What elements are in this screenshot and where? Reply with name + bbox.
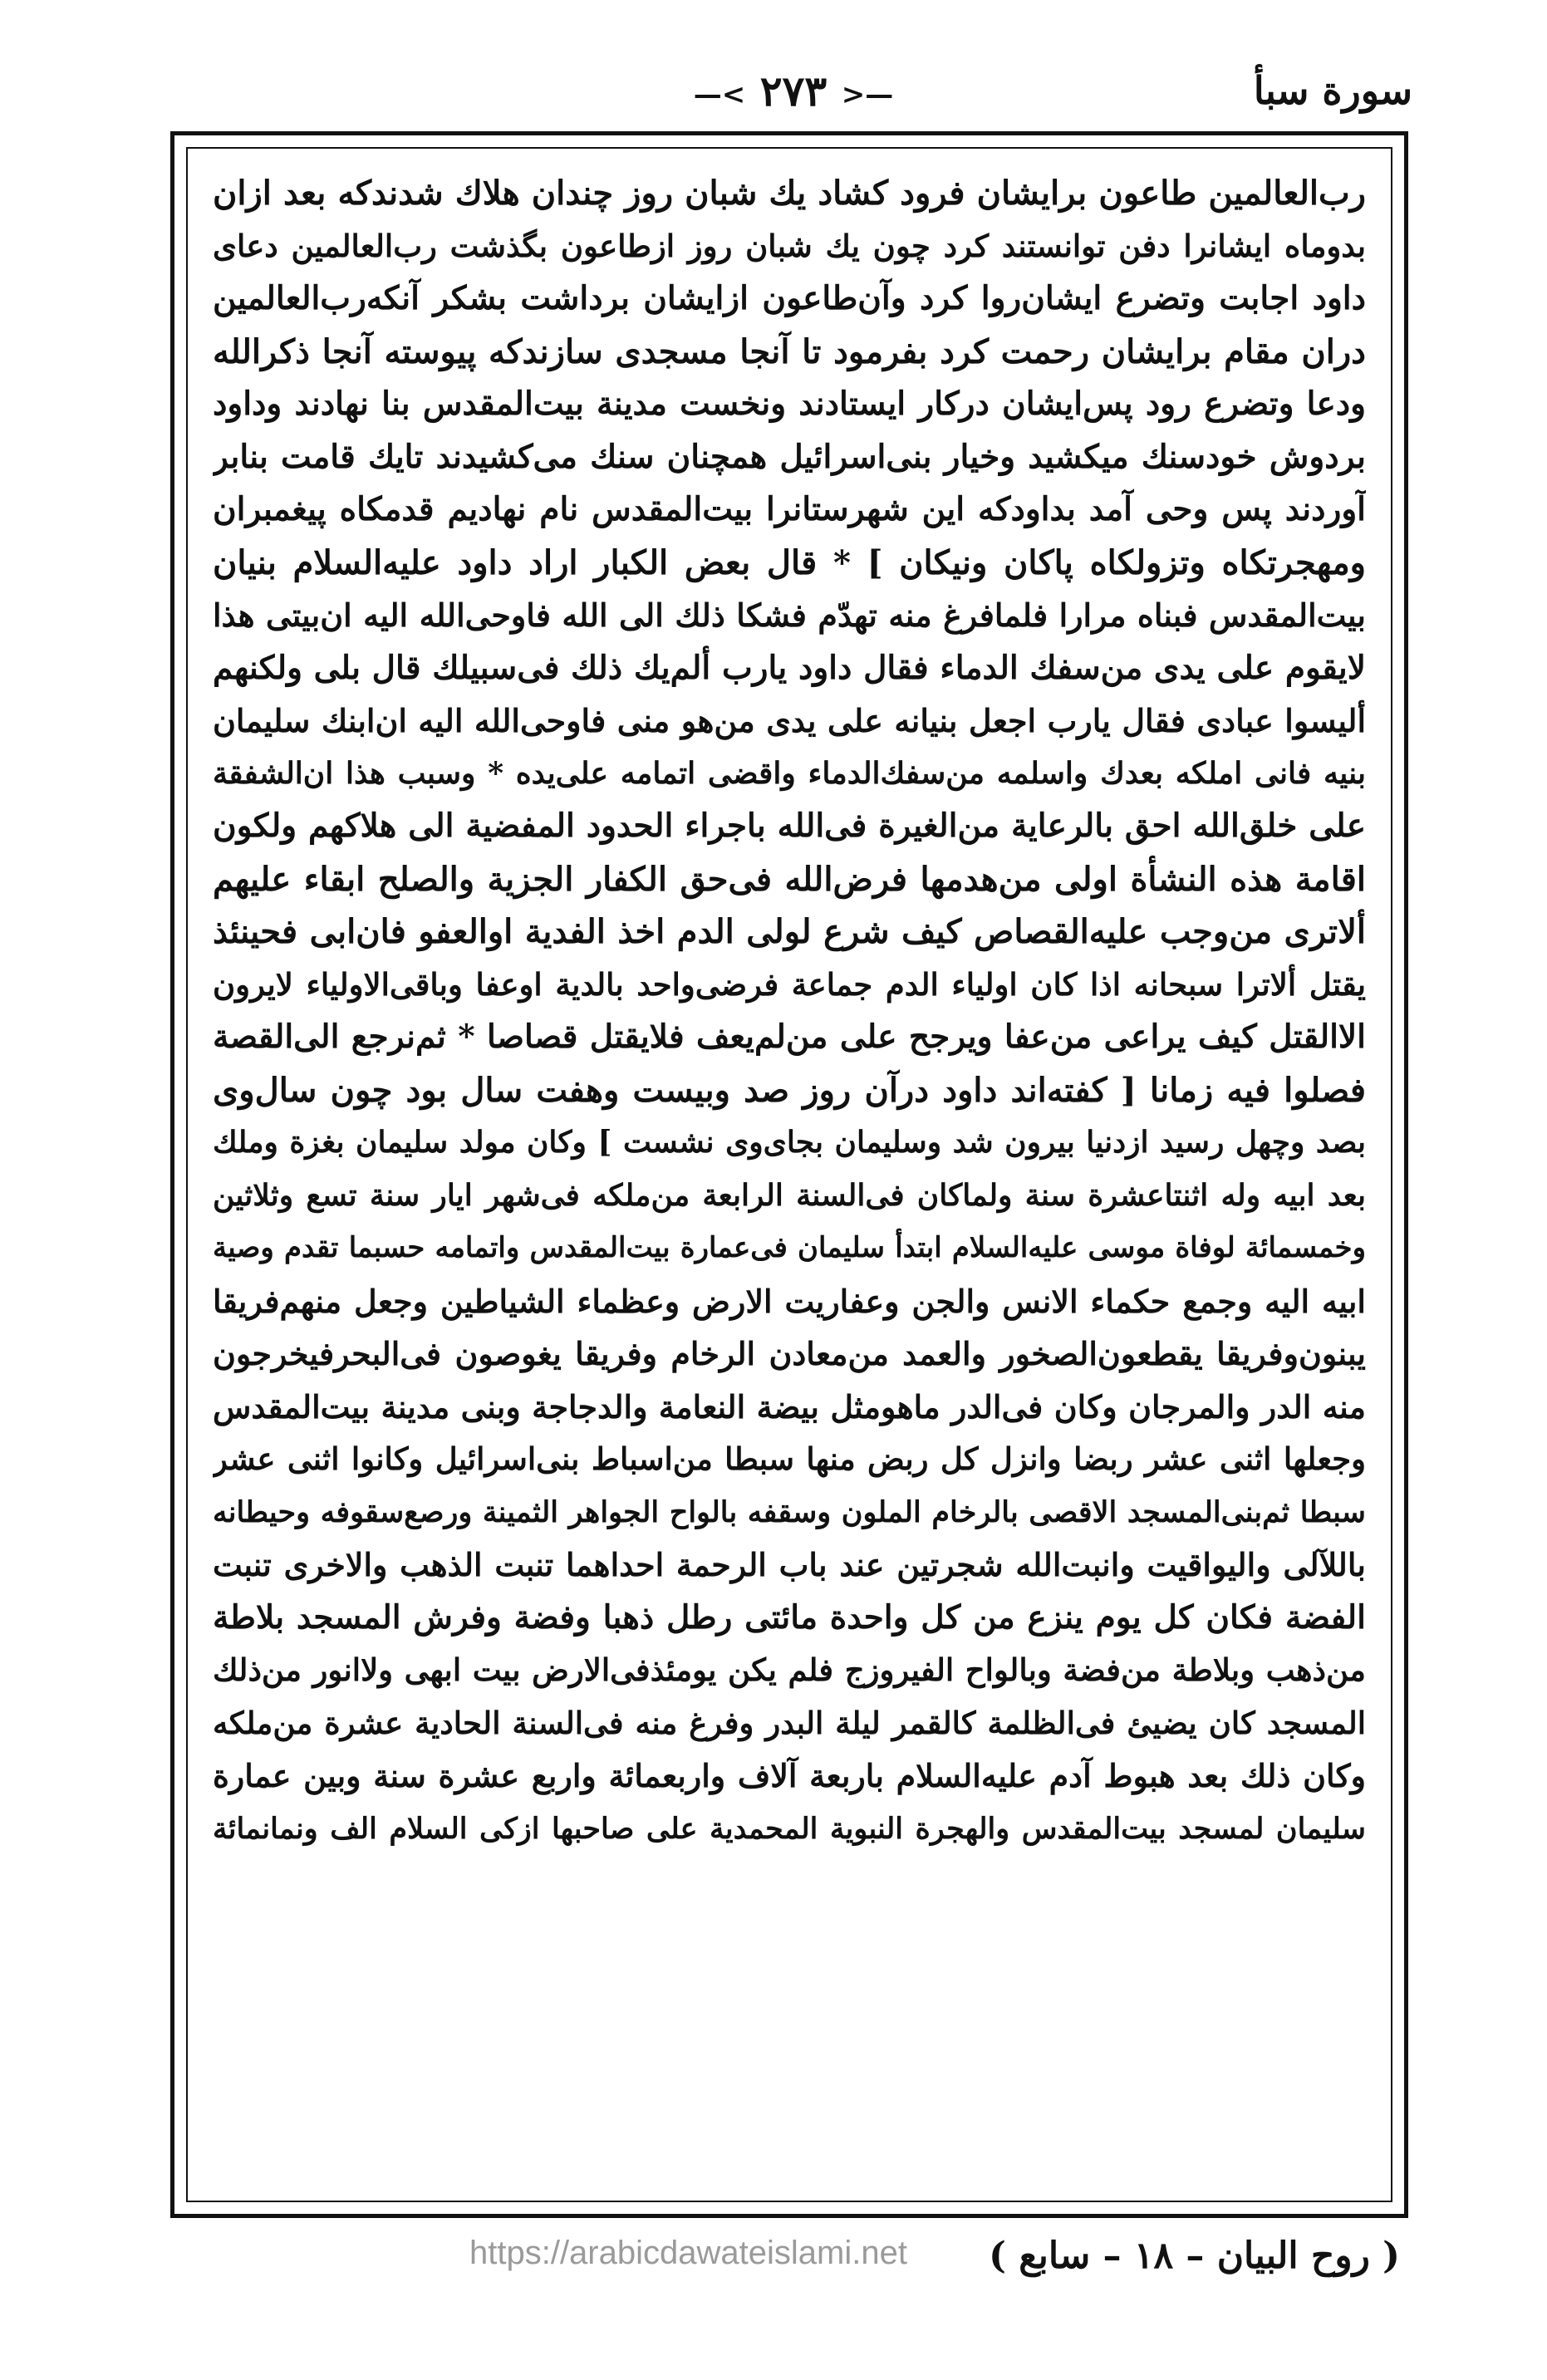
text-line: دران مقام برايشان رحمت كرد بفرمود تا آنجا مسجدى سازندكه پيوسته آنجا ذكرالله: [213, 331, 1366, 371]
text-line: ابيه اليه وجمع حكماء الانس والجن وعفاريت الارض وعظماء الشياطين وجعل منهم‌فريقا: [213, 1282, 1366, 1320]
text-line: بعد ابيه وله اثنتاعشرة سنة ولماكان فى‌السنة الرابعة من‌ملكه فى‌شهر ايار سنة تسع وثلاثين: [213, 1177, 1366, 1213]
text-line: ودعا وتضرع رود پس‌ايشان دركار ايستادند ونخست مدينة بيت‌المقدس بنا نهادند وداود: [213, 385, 1366, 423]
text-line: بنيه فانى املكه بعدك واسلمه من‌سفك‌الدماء واقضى اتمامه على‌يده * وسبب هذا ان‌الشفقة: [213, 755, 1366, 791]
text-line: المسجد كان يضيئ فى‌الظلمة كالقمر ليلة البدر وفرغ منه فى‌السنة الحادية عشرة من‌ملكه: [213, 1704, 1366, 1741]
text-line: من‌ذهب وبلاطة من‌فضة وبالواح الفيروزج فلم يكن يومئذفى‌الارض بيت ابهى ولاانور من‌ذلك: [213, 1651, 1366, 1688]
page-header: [170, 65, 1412, 131]
right-ornament-icon: >—: [841, 78, 894, 111]
page-number-block: [685, 66, 901, 115]
page-footer: [170, 2235, 1400, 2301]
page-number: ۲۷۳: [759, 66, 828, 115]
text-line: بصد وچهل رسيد ازدنيا بيرون شد وسليمان بجاى‌وى نشست ] وكان مولد سليمان بغزة وملك: [213, 1125, 1366, 1160]
inner-text-frame: [186, 147, 1392, 2202]
text-line: رب‌العالمين طاعون برايشان فرود كشاد يك شبان روز چندان هلاك شدندكه بعد ازان: [213, 174, 1366, 213]
text-line: بدوماه ايشانرا دفن توانستند كرد چون يك شبان روز ازطاعون بگذشت رب‌العالمين دعاى: [213, 227, 1366, 264]
text-line: وجعلها اثنى عشر ربضا وانزل كل ربض منها سبطا من‌اسباط بنى‌اسرائيل وكانوا اثنى عشر: [213, 1440, 1366, 1477]
text-line: يبنون‌وفريقا يقطعون‌الصخور والعمد من‌معادن الرخام وفريقا يغوصون فى‌البحرفيخرجون: [213, 1335, 1366, 1372]
text-line: فصلوا فيه زمانا [ كفته‌اند داود درآن روز صد وبيست وهفت سال بود چون سال‌وى: [213, 1070, 1366, 1110]
text-line: بيت‌المقدس فبناه مرارا فلمافرغ منه تهدّم فشكا ذلك الى الله فاوحى‌الله اليه ان‌بيتى هذا: [213, 596, 1366, 634]
body-text: [213, 167, 1366, 1855]
text-line: أليسوا عبادى فقال يارب اجعل بنيانه على يدى من‌هو منى فاوحى‌الله اليه ان‌ابنك سليمان: [213, 702, 1366, 739]
text-line: الفضة فكان كل يوم ينزع من كل واحدة مائتى رطل ذهبا وفضة وفرش المسجد بلاطة: [213, 1597, 1366, 1637]
text-line: اقامة هذه النشأة اولى من‌هدمها فرض‌الله فى‌حق الكفار الجزية والصلح ابقاء عليهم: [213, 859, 1366, 899]
text-line: يقتل ألاترا سبحانه اذا كان اولياء الدم جماعة فرضى‌واحد بالدية اوعفا وباقى‌الاولياء لايرون: [213, 965, 1366, 1003]
text-line: سليمان لمسجد بيت‌المقدس والهجرة النبوية المحمدية على صاحبها ازكى السلام الف ونمانمائة: [213, 1811, 1366, 1846]
left-ornament-icon: —<: [693, 78, 746, 111]
text-line: على خلق‌الله احق بالرعاية من‌الغيرة فى‌الله باجراء الحدود المفضية الى هلاكهم ولكون: [213, 807, 1366, 845]
text-line: وخمسمائة لوفاة موسى عليه‌السلام ابتدأ سليمان فى‌عمارة بيت‌المقدس واتمامه حسبما تقدم وصية: [213, 1231, 1366, 1264]
text-line: ألاترى من‌وجب عليه‌القصاص كيف شرع لولى الدم اخذ الفدية اوالعفو فان‌ابى فحينئذ: [213, 912, 1366, 951]
outer-text-frame: [170, 131, 1408, 2218]
text-line: داود اجابت وتضرع ايشان‌روا كرد وآن‌طاعون ازايشان برداشت بشكر آنكه‌رب‌العالمين: [213, 279, 1366, 317]
surah-title: سورة سبأ: [1253, 68, 1412, 113]
text-line: ومهجرتكاه وتزولكاه پاكان ونيكان ] * قال بعض الكبار اراد داود عليه‌السلام بنيان: [213, 542, 1366, 582]
watermark-url: https://arabicdawateislami.net: [469, 2235, 907, 2271]
text-line: وكان ذلك بعد هبوط آدم عليه‌السلام باربعة آلاف واربعمائة واربع عشرة سنة وبين عمارة: [213, 1757, 1366, 1794]
text-line: منه الدر والمرجان وكان فى‌الدر ماهومثل بيضة النعامة والدجاجة وبنى مدينة بيت‌المقدس: [213, 1387, 1366, 1426]
signature-mark: ( روح البيان – ۱۸ – سابع ): [989, 2235, 1400, 2277]
text-line: آوردند پس وحى آمد بداودكه اين شهرستانرا بيت‌المقدس نام نهاديم قدمكاه پيغمبران: [213, 490, 1366, 528]
text-line: الاالقتل كيف يراعى من‌عفا ويرجح على من‌لم‌يعف فلايقتل قصاصا * ثم‌نرجع الى‌القصة: [213, 1018, 1366, 1056]
text-line: لايقوم على يدى من‌سفك الدماء فقال داود يارب ألم‌يك ذلك فى‌سبيلك قال بلى ولكنهم: [213, 648, 1366, 687]
text-line: باللآلى واليواقيت وانبت‌الله شجرتين عند باب الرحمة احداهما تنبت الذهب والاخرى تنبت: [213, 1546, 1366, 1583]
text-line: سبطا ثم‌بنى‌المسجد الاقصى بالرخام الملون وسقفه بالواح الجواهر الثمينة ورصع‌سقوفه وحيطانه: [213, 1494, 1366, 1529]
text-line: بردوش خودسنك ميكشيد وخيار بنى‌اسرائيل همچنان سنك مى‌كشيدند تايك قامت بنابر: [213, 437, 1366, 476]
